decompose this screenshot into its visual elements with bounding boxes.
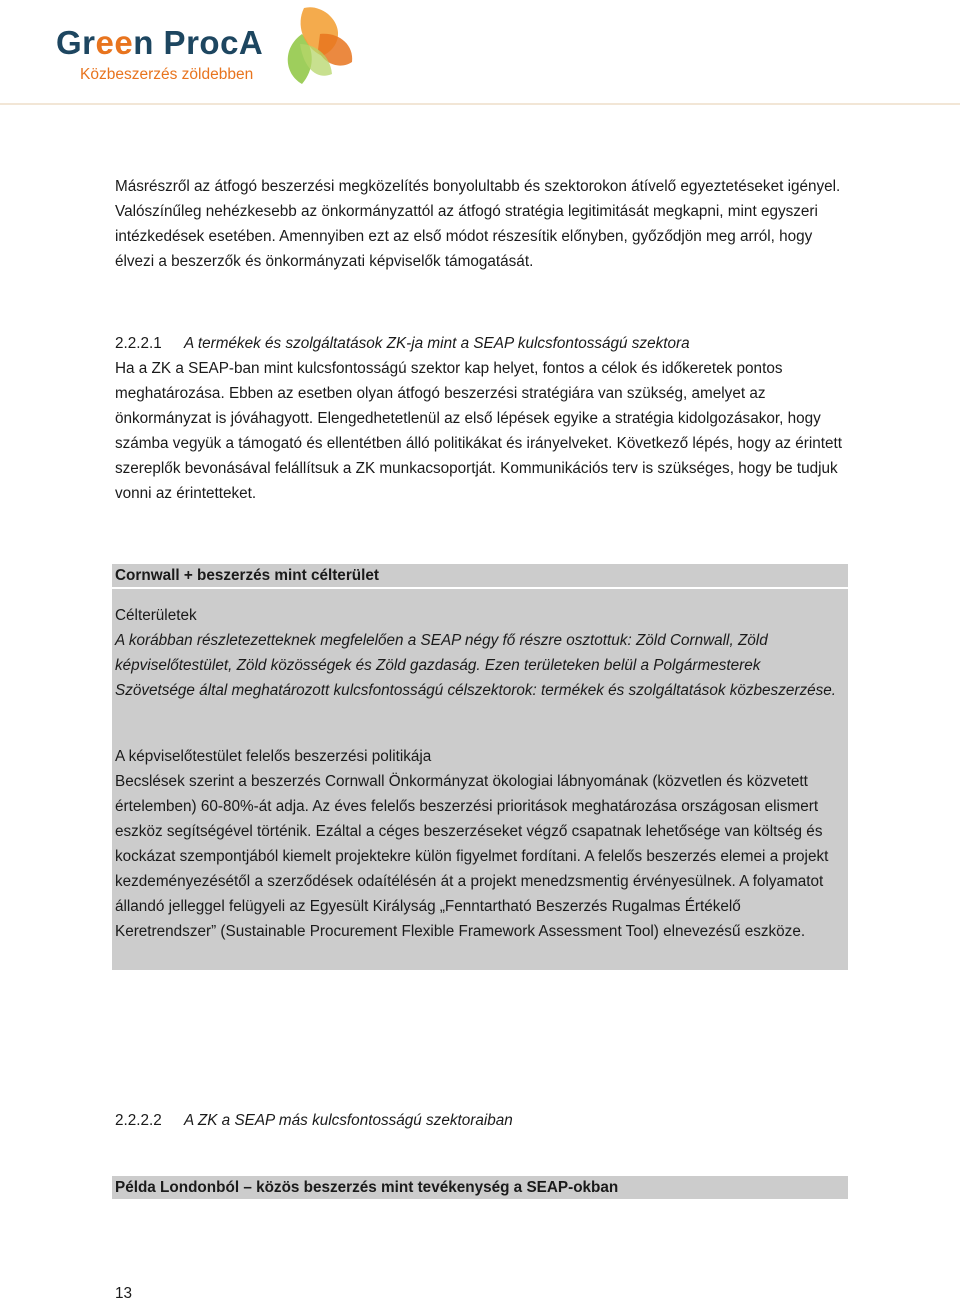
logo-title-part1: Gr — [56, 24, 96, 61]
page-number: 13 — [115, 1285, 133, 1302]
section-number: 2.2.2.2 — [115, 1112, 162, 1129]
logo-subtitle: Közbeszerzés zöldebben — [80, 66, 254, 83]
section-title: A ZK a SEAP más kulcsfontosságú szektoraiban — [184, 1112, 513, 1129]
subheading-beszerzesi-politika: A képviselőtestület felelős beszerzési politikája — [115, 748, 432, 765]
logo-title-part2: n ProcA — [133, 24, 264, 61]
intro-paragraph: Másrészről az átfogó beszerzési megközelítés bonyolultabb és szektorokon átívelő egyeztetéseket igényel. Valószínűleg nehézkesebb az önkormányzattól az átfogó stratégia legitimitását megkapni, mint egyszeri intézkedések esetében. Amennyiben ezt az első módot részesítik előnyben, győződjön meg arról, hogy élvezi a beszerzők és önkormányzati képviselők támogatását. — [115, 178, 841, 270]
page-header — [0, 0, 960, 104]
beszerzesi-politika-text: Becslések szerint a beszerzés Cornwall Önkormányzat ökologiai lábnyomának (közvetlen és közvetett értelemben) 60-80%-át adja. Az éves felelős beszerzési prioritások meghatározása országosan elismert eszköz segítségével történik. Ezáltal a céges beszerzéseket végző csapatnak lehetősége van költség és kockázat szempontjából kiemelt projektekre külön figyelmet fordítani. A felelős beszerzés elemei a projekt kezdeményezésétől a szerződések odaítélésén át a projekt menedzsmentig érvényesülnek. A folyamatot állandó jelleggel felügyeli az Egyesült Királyság „Fenntartható Beszerzés Rugalmas Értékelő Keretrendszer” (Sustainable Procurement Flexible Framework Assessment Tool) elnevezésű eszköze. — [115, 773, 829, 940]
celteruletek-text: A korábban részletezetteknek megfelelően a SEAP négy fő részre osztottuk: Zöld Cornwall, Zöld képviselőtestület, Zöld közösségek és Zöld gazdaság. Ezen területeken belül a Polgármesterek Szövetsége által meghatározott kulcsfontosságú célszektorok: termékek és szolgáltatások közbeszerzése. — [115, 632, 837, 699]
example-box-title-london — [112, 1176, 848, 1199]
logo-title-highlight: ee — [95, 24, 134, 61]
header-divider — [0, 103, 960, 105]
leaf-logo-icon — [274, 4, 356, 86]
section-heading-2222 — [115, 1108, 850, 1133]
example-box-cornwall — [112, 589, 848, 970]
box-title-text: Cornwall + beszerzés mint célterület — [115, 567, 379, 584]
section-number: 2.2.2.1 — [115, 335, 162, 352]
section-body-2221: Ha a ZK a SEAP-ban mint kulcsfontosságú szektor kap helyet, fontos a célok és időkeretek pontos meghatározása. Ebben az esetben olyan átfogó beszerzési stratégiára van szükség, amelyet az önkormányzat is jóváhagyott. Elengedhetetlenül az első lépések egyike a stratégia kidolgozásakor, hogy számba vegyük a támogató és ellentétben álló politikákat és irányelveket. Következő lépés, hogy az érintett szereplők bevonásával felállítsuk a ZK munkacsoportját. Kommunikációs terv is szükséges, hogy be tudjuk vonni az érintetteket. — [115, 360, 843, 502]
box-title-text: Példa Londonból – közös beszerzés mint tevékenység a SEAP-okban — [115, 1179, 619, 1196]
section-heading-2221 — [115, 331, 850, 356]
logo-wordmark — [56, 24, 263, 62]
example-box-title-cornwall — [112, 564, 848, 587]
subheading-celteruletek: Célterületek — [115, 607, 197, 624]
section-title: A termékek és szolgáltatások ZK-ja mint a SEAP kulcsfontosságú szektora — [184, 335, 690, 352]
